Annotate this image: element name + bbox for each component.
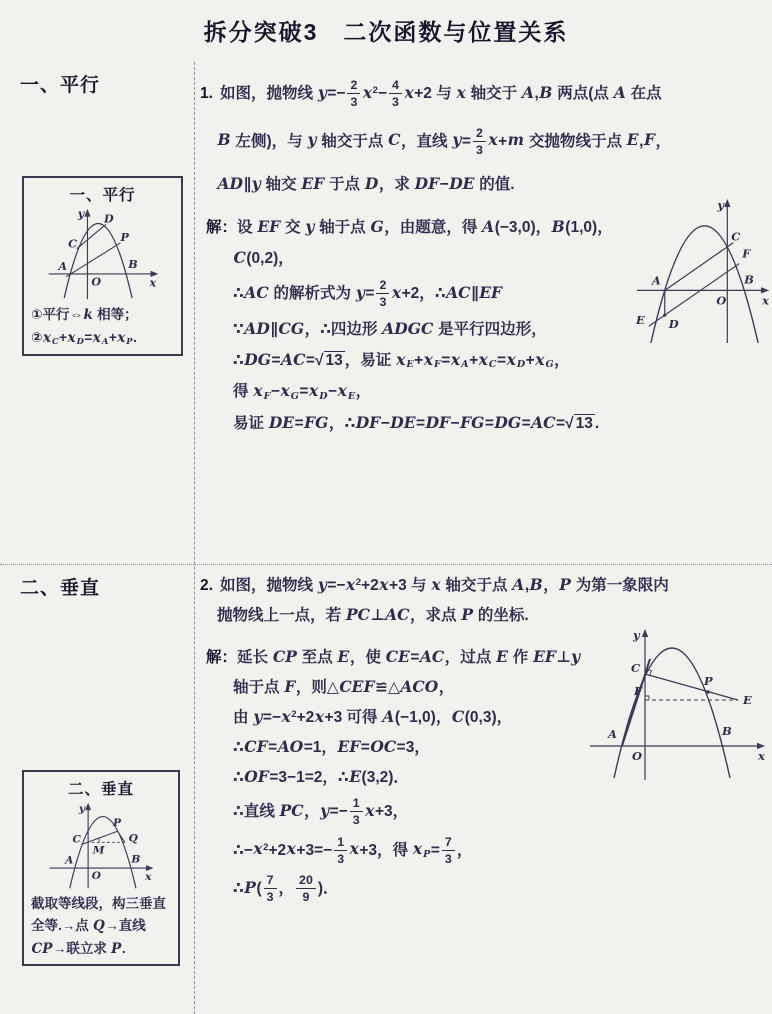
axis-label-y: y xyxy=(77,207,84,221)
point-label-c: C xyxy=(731,229,741,244)
point-label-a: A xyxy=(608,727,617,741)
point-label-e: E xyxy=(743,693,752,707)
solution-1-line-2: C(0,2)， xyxy=(233,248,294,267)
vertical-divider xyxy=(194,62,195,1014)
axis-label-x: x xyxy=(758,749,765,763)
point-label-b: B xyxy=(127,258,138,272)
point-label-d: D xyxy=(103,212,114,226)
problem-2-line-2: 抛物线上一点，若 PC⊥AC，求点 P 的坐标. xyxy=(217,605,529,625)
point-label-f: F xyxy=(742,246,751,261)
axis-label-y: y xyxy=(717,197,725,212)
origin-label: O xyxy=(91,870,102,883)
note-box-perpendicular xyxy=(22,770,180,966)
origin-label: O xyxy=(716,293,727,308)
point-label-a: A xyxy=(57,260,67,274)
point-label-p: P xyxy=(119,230,129,244)
problem-1-line-2: B 左侧)，与 y 轴交于点 C，直线 y= $\frac{2}{3}$ x+m 交抛物线于点 E,F， xyxy=(217,125,671,157)
point-label-a: A xyxy=(65,854,74,867)
point-label-b: B xyxy=(131,853,141,866)
origin-label: O xyxy=(632,749,643,763)
problem-2-number: 2. xyxy=(200,577,213,594)
solution-1-line-7: 易证 DE=FG，∴DF−DE=DF−FG=DG=AC=√ 13 . xyxy=(233,412,600,432)
parallel-note-1: ①平行⇔k 相等； xyxy=(31,307,138,323)
axis-label-x: x xyxy=(145,871,152,884)
axis-label-x: x xyxy=(149,276,156,290)
point-label-b: B xyxy=(722,724,732,738)
solution-2-line-6: ∴直线 PC，y=− $\frac{1}{3}$ x+3， xyxy=(233,796,409,828)
solution-1-line-4: ∵AD∥CG，∴四边形 ADGC 是平行四边形， xyxy=(233,318,547,338)
solution-1-line-3: ∴AC 的解析式为 y= $\frac{2}{3}$ x+2，∴AC∥EF xyxy=(233,278,503,310)
parallel-box-graph xyxy=(41,206,165,303)
solution-2-label: 解： xyxy=(206,649,238,666)
horizontal-divider xyxy=(0,564,772,565)
parallel-note-2: $②x_C+x_D=x_A+x_P$. xyxy=(31,329,137,347)
point-label-m: M xyxy=(92,844,105,857)
section-heading-parallel: 一、平行 xyxy=(20,75,101,96)
page-title: 拆分突破3 二次函数与位置关系 xyxy=(203,19,569,45)
problem-2-text-1: 如图，抛物线 $y=-x^2+2x+3$ 与 x 轴交于点 A,B，P 为第一象限内 xyxy=(219,575,669,594)
axis-label-x: x xyxy=(762,293,769,308)
solution-1-line-6: 得 $x_F-x_G=x_D-x_E$， xyxy=(233,381,372,402)
problem-1 xyxy=(200,78,768,213)
solution-2-line-2: 轴于点 F，则△CEF≌△ACO， xyxy=(233,677,455,696)
note-box-parallel xyxy=(22,176,183,356)
problem-1-number: 1. xyxy=(200,84,213,102)
perpendicular-box-graph xyxy=(39,800,163,892)
perpendicular-note-3: CP→联立求 P. xyxy=(31,940,126,957)
point-label-c: C xyxy=(72,833,81,846)
point-label-f: F xyxy=(634,684,643,698)
solution-2-line-4: ∴CF=AO=1，EF=OC=3， xyxy=(233,737,430,756)
solution-1-label: 解： xyxy=(206,219,238,236)
point-label-c: C xyxy=(67,237,77,251)
solution-1 xyxy=(206,216,654,443)
point-label-p: P xyxy=(112,816,121,829)
solution-2-line-7: $\therefore-x^2+2x+3=-$ $\frac{1}{3}$ x+3，得 $x_P=$ $\frac{7}{3}$ ， xyxy=(233,834,473,866)
solution-2-text-1: 延长 CP 至点 E，使 CE=AC，过点 E 作 EF⊥y xyxy=(237,647,581,666)
point-label-b: B xyxy=(744,272,754,287)
problem-1-line-3: AD∥y 轴交 EF 于点 D，求 DF−DE 的值. xyxy=(217,174,515,194)
perpendicular-note-1: 截取等线段，构三垂直 xyxy=(31,896,166,911)
note-box-parallel-title: 一、平行 xyxy=(69,187,136,204)
problem-1-line-1 xyxy=(200,78,768,110)
point-label-d: D xyxy=(668,317,679,332)
point-label-c: C xyxy=(631,661,641,675)
solution-2-line-1 xyxy=(206,646,616,669)
solution-2 xyxy=(206,646,616,912)
axis-label-y: y xyxy=(78,802,86,815)
point-label-e: E xyxy=(635,313,645,328)
problem-1-text-1: 如图，抛物线 y=− $\frac{2}{3}$ $x^2-$ $\frac{4}{3}$ x+2 与 x 轴交于 A,B 两点(点 A 在点 xyxy=(219,78,662,110)
axis-label-y: y xyxy=(633,628,640,642)
solution-1-line-1 xyxy=(206,216,654,239)
point-label-p: P xyxy=(704,674,713,688)
solution-2-line-3: 由 $y=-x^2+2x+3$ 可得 A(−1,0)，C(0,3)， xyxy=(233,707,513,726)
solution-1-text-1: 设 EF 交 y 轴于点 G，由题意，得 A(−3,0)，B(1,0)， xyxy=(237,217,613,236)
perpendicular-note-2: 全等.→点 Q→直线 xyxy=(31,917,146,934)
note-box-perpendicular-title: 二、垂直 xyxy=(67,781,134,798)
problem-2-line-1 xyxy=(200,574,768,597)
solution-1-line-5: ∴DG=AC=√ 13 ，易证 $x_E+x_F=x_A+x_C=x_D+x_G$， xyxy=(233,349,570,371)
origin-label: O xyxy=(90,275,101,289)
section-heading-perpendicular: 二、垂直 xyxy=(20,578,101,599)
solution-2-line-5: ∴OF=3−1=2，∴E(3,2)． xyxy=(233,767,409,786)
parallel-box-notes xyxy=(24,303,181,350)
perpendicular-box-notes xyxy=(24,892,178,961)
solution-2-line-8: ∴P( $\frac{7}{3}$ ， $\frac{20}{9}$ )． xyxy=(233,873,339,905)
point-label-q: Q xyxy=(128,832,138,845)
point-label-a: A xyxy=(651,273,661,288)
